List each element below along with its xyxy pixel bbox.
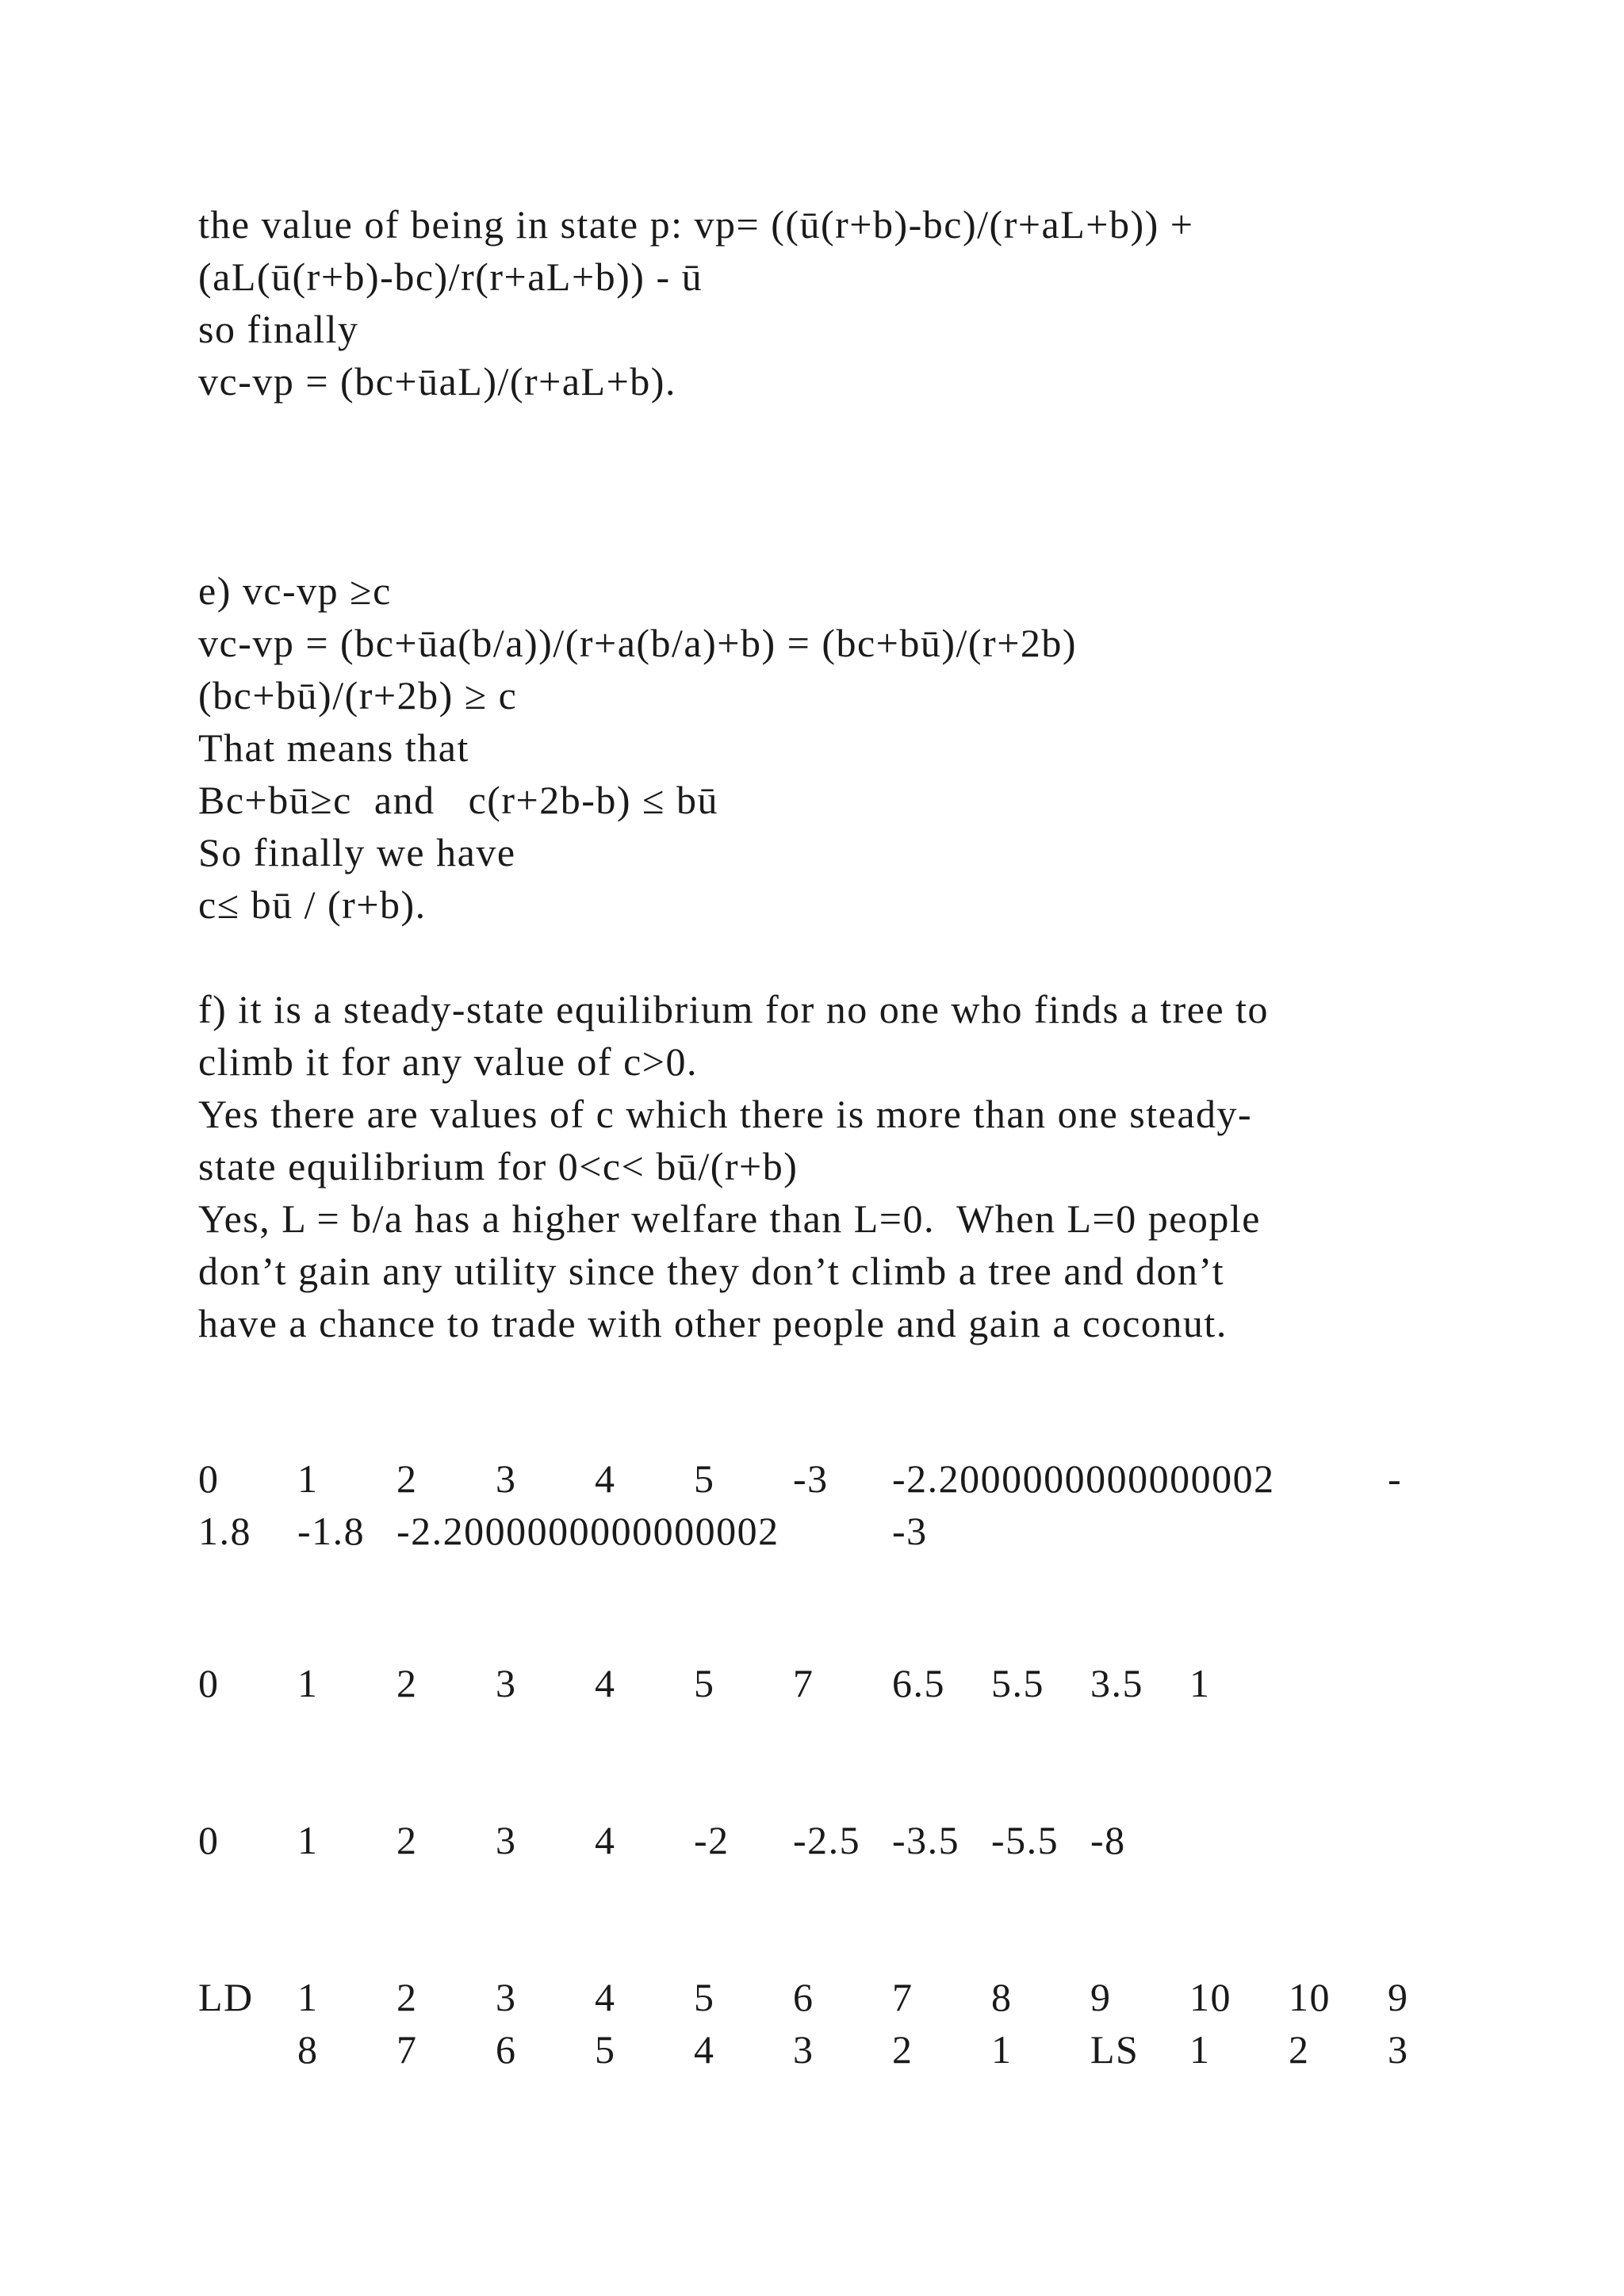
- table-cell: -8: [1090, 1818, 1126, 1862]
- table-cell: 2: [1289, 2027, 1310, 2072]
- table-cell: -2: [694, 1818, 730, 1862]
- table-cell: 4: [595, 1975, 616, 2019]
- table-cell: 1: [991, 2027, 1013, 2072]
- text-line: That means that: [198, 725, 469, 770]
- table-cell: 0: [198, 1661, 220, 1705]
- table-cell: 4: [595, 1818, 616, 1862]
- table-cell: 4: [595, 1661, 616, 1705]
- table-cell: 2: [396, 1661, 418, 1705]
- table-cell: -: [1388, 1456, 1403, 1501]
- table-cell: 5: [595, 2027, 616, 2072]
- table-cell: -3.5: [892, 1818, 960, 1862]
- table-cell: 1: [297, 1456, 319, 1501]
- table-cell: LS: [1090, 2027, 1139, 2072]
- table-cell: LD: [198, 1975, 254, 2019]
- table-cell: -2.2000000000000002: [396, 1509, 779, 1553]
- text-line: e) vc-vp ≥c: [198, 568, 392, 613]
- table-cell: 4: [595, 1456, 616, 1501]
- table-cell: 1.8: [198, 1509, 251, 1553]
- table-cell: 5.5: [991, 1661, 1044, 1705]
- table-cell: -3: [892, 1509, 928, 1553]
- text-line: (bc+bū)/(r+2b) ≥ c: [198, 673, 518, 718]
- table-cell: 2: [396, 1818, 418, 1862]
- text-line: climb it for any value of c>0.: [198, 1039, 698, 1084]
- table-cell: 3: [1388, 2027, 1409, 2072]
- table-cell: 2: [396, 1975, 418, 2019]
- table-cell: 2: [892, 2027, 914, 2072]
- table-cell: 1: [297, 1818, 319, 1862]
- table-cell: 6.5: [892, 1661, 945, 1705]
- table-cell: 6: [496, 2027, 517, 2072]
- table-cell: 7: [892, 1975, 914, 2019]
- table-cell: 1: [297, 1975, 319, 2019]
- table-cell: 1: [1189, 2027, 1211, 2072]
- table-cell: 3: [496, 1456, 517, 1501]
- table-cell: 5: [694, 1975, 715, 2019]
- text-line: c≤ bū / (r+b).: [198, 882, 427, 927]
- table-cell: 5: [694, 1456, 715, 1501]
- text-line: (aL(ū(r+b)-bc)/r(r+aL+b)) - ū: [198, 254, 703, 299]
- table-cell: 0: [198, 1818, 220, 1862]
- text-line: so finally: [198, 307, 359, 351]
- table-cell: 10: [1189, 1975, 1231, 2019]
- table-cell: 10: [1289, 1975, 1331, 2019]
- table-cell: 3: [496, 1975, 517, 2019]
- text-line: Yes, L = b/a has a higher welfare than L=0. When L=0 people: [198, 1196, 1261, 1241]
- table-cell: 9: [1090, 1975, 1112, 2019]
- table-cell: 1: [297, 1661, 319, 1705]
- table-cell: 0: [198, 1456, 220, 1501]
- table-cell: -3: [793, 1456, 829, 1501]
- table-cell: -5.5: [991, 1818, 1059, 1862]
- table-cell: 8: [297, 2027, 319, 2072]
- table-cell: 3.5: [1090, 1661, 1143, 1705]
- table-cell: 9: [1388, 1975, 1409, 2019]
- table-cell: 4: [694, 2027, 715, 2072]
- table-cell: 3: [793, 2027, 814, 2072]
- table-cell: 5: [694, 1661, 715, 1705]
- table-cell: -2.5: [793, 1818, 861, 1862]
- table-cell: 7: [396, 2027, 418, 2072]
- text-line: vc-vp = (bc+ūa(b/a))/(r+a(b/a)+b) = (bc+bū)/(r+2b): [198, 621, 1078, 665]
- text-line: the value of being in state p: vp= ((ū(r+b)-bc)/(r+aL+b)) +: [198, 202, 1194, 247]
- text-line: have a chance to trade with other people and gain a coconut.: [198, 1301, 1228, 1345]
- table-cell: 1: [1189, 1661, 1211, 1705]
- table-cell: 3: [496, 1661, 517, 1705]
- table-cell: 2: [396, 1456, 418, 1501]
- text-line: don’t gain any utility since they don’t climb a tree and don’t: [198, 1249, 1225, 1293]
- table-cell: -1.8: [297, 1509, 366, 1553]
- table-cell: -2.2000000000000002: [892, 1456, 1275, 1501]
- text-line: vc-vp = (bc+ūaL)/(r+aL+b).: [198, 359, 676, 404]
- table-cell: 7: [793, 1661, 814, 1705]
- text-line: state equilibrium for 0<c< bū/(r+b): [198, 1144, 799, 1188]
- table-cell: 3: [496, 1818, 517, 1862]
- text-line: So finally we have: [198, 830, 516, 874]
- text-line: f) it is a steady-state equilibrium for no one who finds a tree to: [198, 987, 1270, 1031]
- table-cell: 6: [793, 1975, 814, 2019]
- table-cell: 8: [991, 1975, 1013, 2019]
- text-line: Yes there are values of c which there is more than one steady-: [198, 1092, 1253, 1136]
- text-line: Bc+bū≥c and c(r+2b-b) ≤ bū: [198, 778, 718, 822]
